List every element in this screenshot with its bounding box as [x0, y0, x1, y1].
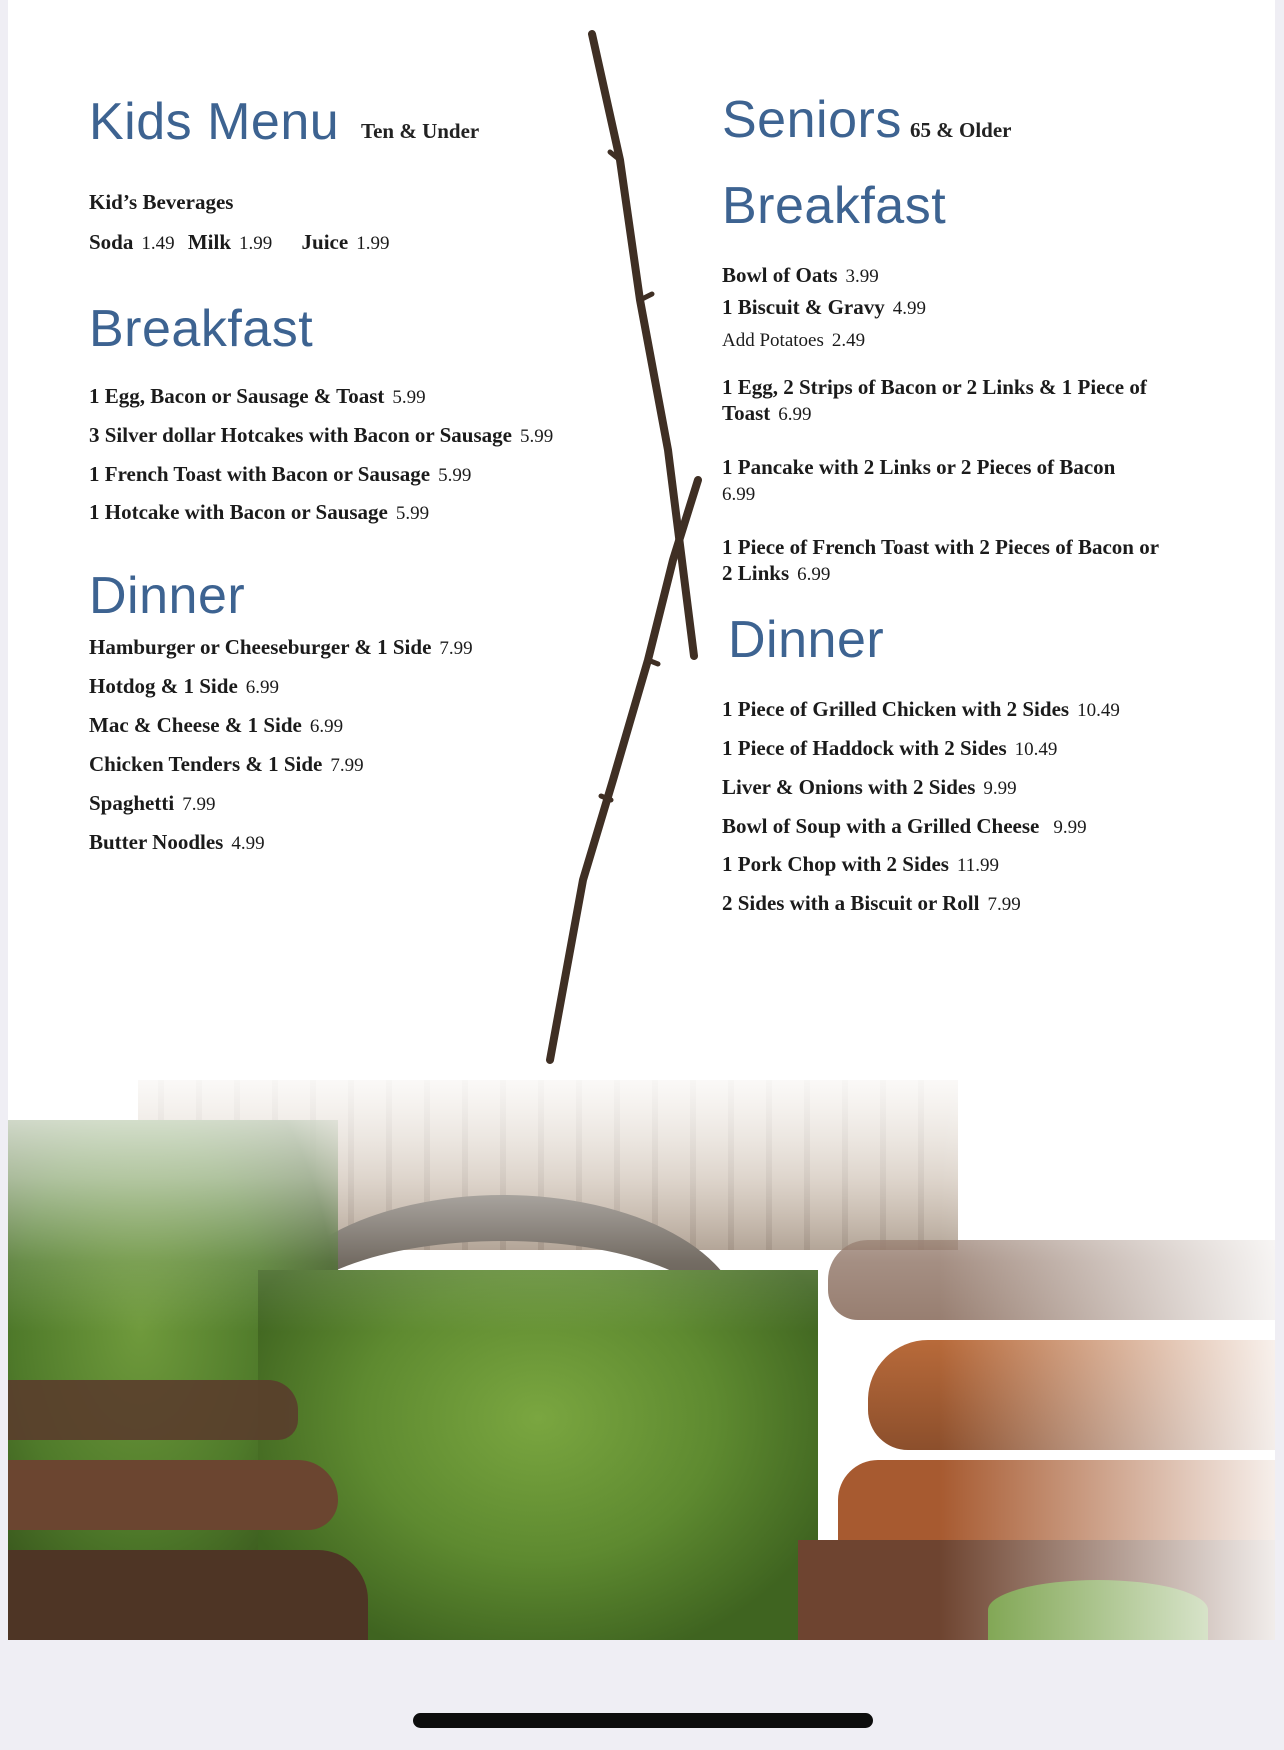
list-item: 1 Pork Chop with 2 Sides 11.99: [722, 852, 1000, 876]
seniors-dinner-title: Dinner: [728, 611, 885, 669]
list-item: Add Potatoes 2.49: [722, 330, 866, 351]
seniors-breakfast-title: Breakfast: [722, 177, 947, 235]
list-item: 1 Hotcake with Bacon or Sausage 5.99: [89, 500, 430, 524]
seniors-subtitle: 65 & Older: [910, 118, 1012, 142]
kids-menu-subtitle: Ten & Under: [361, 119, 480, 143]
list-item: 1 Pancake with 2 Links or 2 Pieces of Bacon 6.99: [722, 455, 1116, 506]
list-item: 1 Piece of Haddock with 2 Sides 10.49: [722, 736, 1058, 760]
list-item: 1 Egg, Bacon or Sausage & Toast 5.99: [89, 384, 426, 408]
home-indicator[interactable]: [413, 1713, 873, 1728]
kids-breakfast-title: Breakfast: [89, 300, 314, 358]
menu-page: [8, 0, 1275, 1640]
list-item: 1 Piece of Grilled Chicken with 2 Sides 10.49: [722, 697, 1120, 721]
list-item: Spaghetti 7.99: [89, 791, 216, 815]
kids-dinner-title: Dinner: [89, 567, 246, 625]
list-item: Hamburger or Cheeseburger & 1 Side 7.99: [89, 635, 473, 659]
list-item: 1 French Toast with Bacon or Sausage 5.99: [89, 462, 472, 486]
list-item: Chicken Tenders & 1 Side 7.99: [89, 752, 364, 776]
list-item: Mac & Cheese & 1 Side 6.99: [89, 713, 344, 737]
list-item: 1 Egg, 2 Strips of Bacon or 2 Links & 1 Piece of Toast 6.99: [722, 375, 1147, 426]
list-item: Hotdog & 1 Side 6.99: [89, 674, 280, 698]
stone-bridge-scenery: [8, 940, 1275, 1640]
list-item: Bowl of Oats 3.99: [722, 263, 879, 287]
kids-beverages-title: Kid’s Beverages: [89, 190, 234, 214]
list-item: 3 Silver dollar Hotcakes with Bacon or Sausage 5.99: [89, 423, 554, 447]
kids-menu-title: Kids Menu: [89, 93, 340, 151]
list-item: 1 Piece of French Toast with 2 Pieces of Bacon or 2 Links 6.99: [722, 535, 1159, 586]
list-item: 1 Biscuit & Gravy 4.99: [722, 295, 926, 319]
kids-beverages-row: Soda 1.49 Milk 1.99 Juice 1.99: [89, 230, 390, 254]
list-item: Liver & Onions with 2 Sides 9.99: [722, 775, 1017, 799]
list-item: Butter Noodles 4.99: [89, 830, 265, 854]
seniors-title: Seniors: [722, 91, 902, 149]
list-item: 2 Sides with a Biscuit or Roll 7.99: [722, 891, 1021, 915]
list-item: Bowl of Soup with a Grilled Cheese 9.99: [722, 814, 1087, 838]
